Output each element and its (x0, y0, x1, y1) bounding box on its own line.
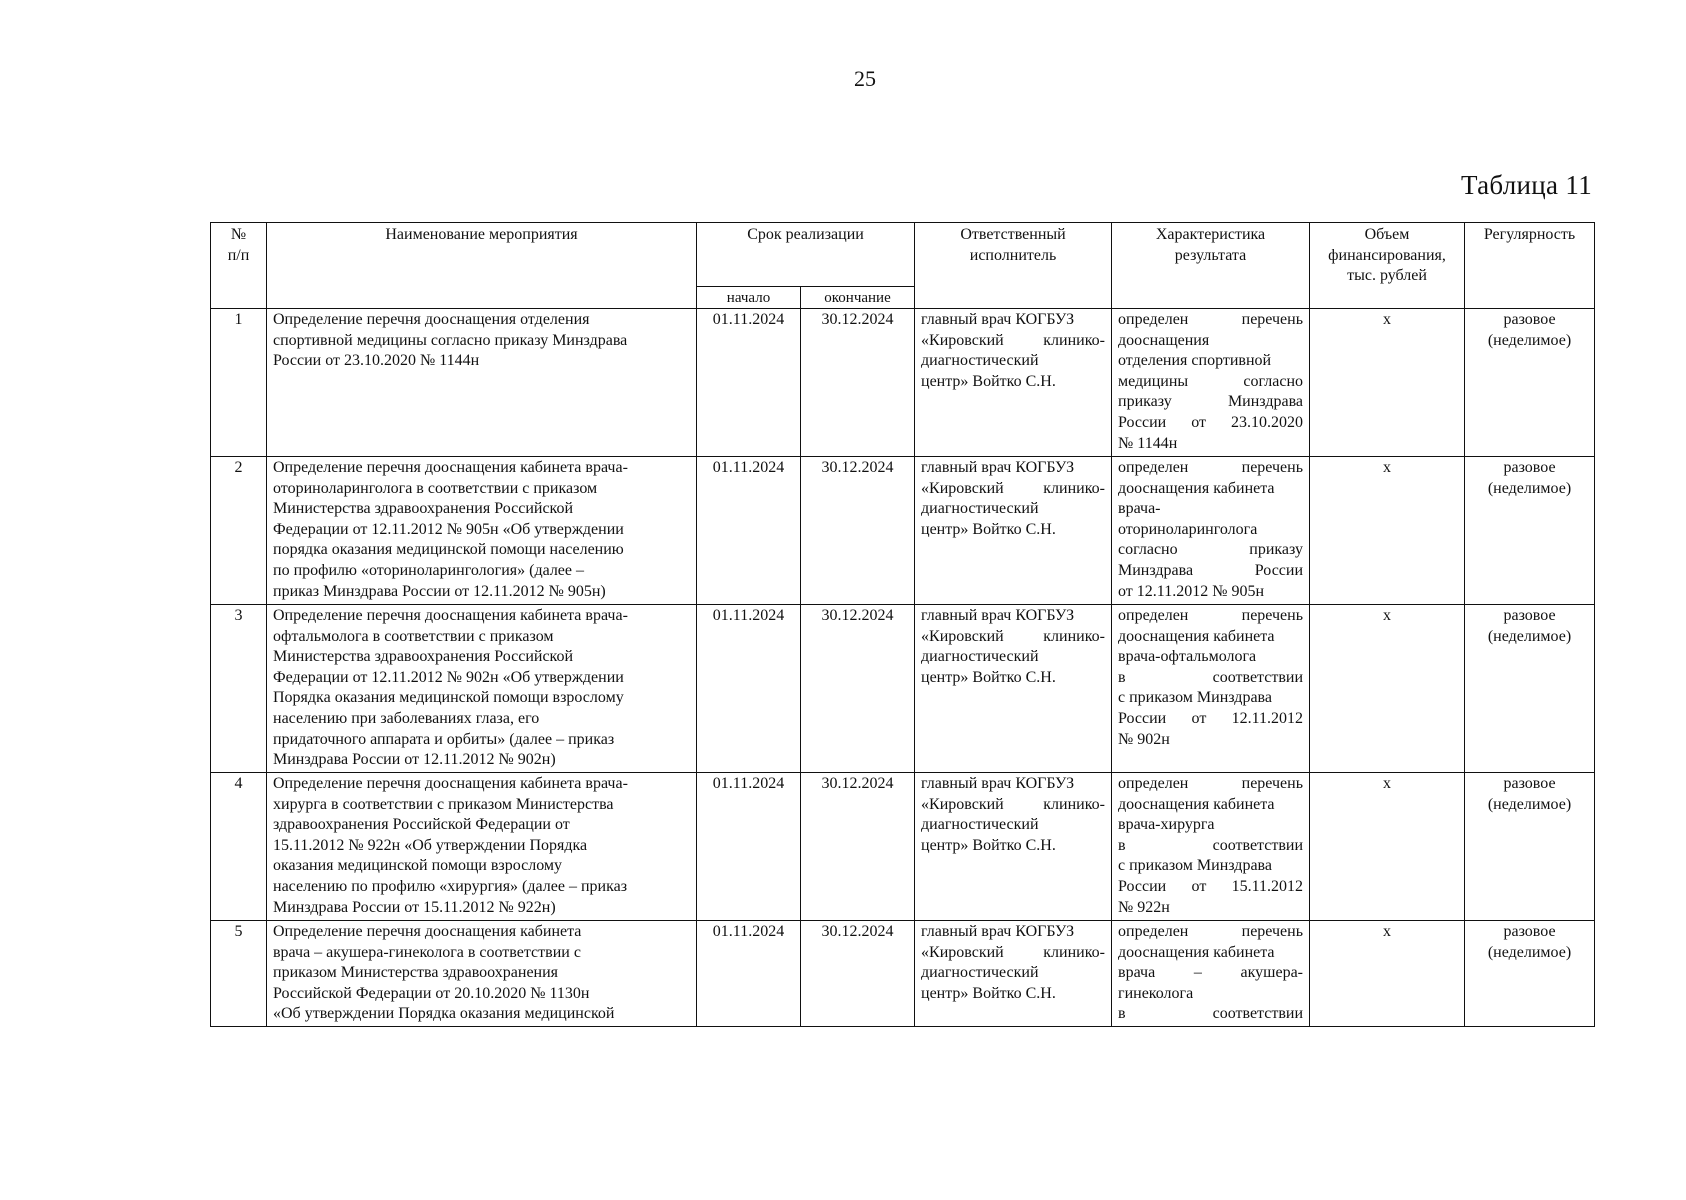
text-line: «Об утверждении Порядка оказания медицинской (273, 1005, 615, 1023)
text-line: Определение перечня дооснащения кабинета (273, 923, 582, 940)
text-line: Минздрава России от 15.11.2012 № 922н) (273, 898, 556, 916)
text-line: «Кировский клинико- (921, 627, 1106, 645)
text-line: Министерства здравоохранения Российской (273, 500, 574, 518)
table-row (211, 921, 1595, 1027)
text-line: медицины согласно (1118, 372, 1304, 390)
text-line: от 12.11.2012 № 905н (1118, 582, 1265, 600)
text-line: Определение перечня дооснащения отделения (273, 311, 590, 328)
text-line: (неделимое) (1487, 627, 1572, 645)
row-num: 1 (211, 309, 267, 457)
text-line: «Кировский клинико- (921, 331, 1106, 349)
text-line: главный врач КОГБУЗ (921, 775, 1075, 792)
text-line: с приказом Минздрава (1118, 857, 1272, 875)
text-line: порядка оказания медицинской помощи населению (273, 541, 624, 559)
text-line: главный врач КОГБУЗ (921, 311, 1075, 328)
text-line: России от 23.10.2020 № 1144н (273, 352, 480, 370)
text-line: главный врач КОГБУЗ (921, 607, 1075, 624)
text-line: спортивной медицины согласно приказу Минздрава (273, 331, 628, 349)
text-line: населению по профилю «хирургия» (далее – приказ (273, 877, 628, 895)
text-line: согласно приказу (1118, 541, 1304, 559)
text-line: диагностический (921, 500, 1039, 518)
header-funding-line: тыс. рублей (1347, 267, 1427, 285)
header-funding (1310, 223, 1465, 309)
text-line: разовое (1503, 311, 1556, 328)
text-line: отделения спортивной (1118, 352, 1272, 370)
text-line: Российской Федерации от 20.10.2020 № 1130н (273, 984, 590, 1002)
text-line: России от 15.11.2012 (1118, 877, 1304, 895)
text-line: врача-офтальмолога (1118, 648, 1257, 666)
row-name (267, 309, 697, 457)
text-line: приказ Минздрава России от 12.11.2012 № 905н) (273, 582, 606, 600)
header-executor-line: Ответственный (960, 226, 1066, 243)
text-line: приказом Министерства здравоохранения (273, 964, 559, 982)
text-line: (неделимое) (1487, 795, 1572, 813)
text-line: № 922н (1118, 898, 1170, 916)
table-row (211, 773, 1595, 921)
text-line: (неделимое) (1487, 479, 1572, 497)
text-line: по профилю «оториноларингология» (далее – (273, 561, 585, 579)
row-result (1112, 921, 1310, 1027)
table-row (211, 605, 1595, 773)
text-line: (неделимое) (1487, 331, 1572, 349)
text-line: (неделимое) (1487, 943, 1572, 961)
row-funding: х (1310, 773, 1465, 921)
text-line: № 902н (1118, 730, 1170, 748)
row-num: 2 (211, 457, 267, 605)
row-name (267, 605, 697, 773)
header-result-line: Характеристика (1155, 226, 1266, 243)
header-funding-line: финансирования, (1328, 246, 1446, 264)
text-line: определен перечень (1118, 923, 1304, 940)
row-result (1112, 309, 1310, 457)
row-executor (915, 605, 1112, 773)
text-line: оториноларинголога (1118, 520, 1258, 538)
header-name: Наименование мероприятия (267, 223, 697, 309)
table-row (211, 309, 1595, 457)
row-regularity (1465, 921, 1595, 1027)
row-start: 01.11.2024 (697, 605, 801, 773)
text-line: придаточного аппарата и орбиты» (далее – приказ (273, 730, 615, 748)
page-number: 25 (854, 66, 876, 91)
header-result (1112, 223, 1310, 309)
text-line: Порядка оказания медицинской помощи взрослому (273, 689, 624, 707)
row-regularity (1465, 457, 1595, 605)
header-period-end: окончание (801, 287, 915, 309)
text-line: врача-хирурга (1118, 816, 1215, 834)
text-line: центр» Войтко С.Н. (921, 520, 1056, 538)
text-line: центр» Войтко С.Н. (921, 668, 1056, 686)
row-result (1112, 457, 1310, 605)
row-name (267, 457, 697, 605)
header-num (211, 223, 267, 309)
text-line: хирурга в соответствии с приказом Министерства (273, 795, 614, 813)
header-result-line: результата (1174, 246, 1247, 264)
text-line: Определение перечня дооснащения кабинета врача- (273, 607, 628, 624)
row-num: 3 (211, 605, 267, 773)
text-line: центр» Войтко С.Н. (921, 836, 1056, 854)
row-end: 30.12.2024 (801, 457, 915, 605)
text-line: Определение перечня дооснащения кабинета врача- (273, 775, 628, 792)
events-table (210, 222, 1595, 1027)
text-line: в соответствии (1118, 836, 1304, 854)
text-line: Минздрава России от 12.11.2012 № 902н) (273, 751, 556, 769)
text-line: центр» Войтко С.Н. (921, 372, 1056, 390)
row-funding: х (1310, 457, 1465, 605)
row-result (1112, 773, 1310, 921)
row-funding: х (1310, 605, 1465, 773)
text-line: «Кировский клинико- (921, 943, 1106, 961)
text-line: Определение перечня дооснащения кабинета врача- (273, 459, 628, 476)
text-line: офтальмолога в соответствии с приказом (273, 627, 554, 645)
text-line: диагностический (921, 964, 1039, 982)
row-end: 30.12.2024 (801, 773, 915, 921)
row-name (267, 773, 697, 921)
header-num-line: п/п (227, 246, 250, 264)
row-executor (915, 921, 1112, 1027)
text-line: определен перечень (1118, 311, 1304, 328)
text-line: дооснащения кабинета (1118, 627, 1275, 645)
text-line: разовое (1503, 607, 1556, 624)
row-result (1112, 605, 1310, 773)
text-line: диагностический (921, 816, 1039, 834)
row-num: 4 (211, 773, 267, 921)
text-line: приказу Минздрава (1118, 393, 1304, 411)
text-line: гинеколога (1118, 984, 1194, 1002)
text-line: в соответствии (1118, 1005, 1304, 1023)
row-funding: х (1310, 921, 1465, 1027)
text-line: определен перечень (1118, 607, 1304, 624)
text-line: центр» Войтко С.Н. (921, 984, 1056, 1002)
row-end: 30.12.2024 (801, 605, 915, 773)
row-start: 01.11.2024 (697, 773, 801, 921)
text-line: здравоохранения Российской Федерации от (273, 816, 570, 834)
row-executor (915, 457, 1112, 605)
text-line: дооснащения (1118, 331, 1210, 349)
text-line: определен перечень (1118, 775, 1304, 792)
text-line: России от 23.10.2020 (1118, 413, 1304, 431)
row-start: 01.11.2024 (697, 309, 801, 457)
text-line: главный врач КОГБУЗ (921, 459, 1075, 476)
text-line: 15.11.2012 № 922н «Об утверждении Порядка (273, 836, 588, 854)
text-line: «Кировский клинико- (921, 479, 1106, 497)
text-line: Министерства здравоохранения Российской (273, 648, 574, 666)
text-line: дооснащения кабинета (1118, 943, 1275, 961)
row-num: 5 (211, 921, 267, 1027)
text-line: диагностический (921, 352, 1039, 370)
header-executor-line: исполнитель (969, 246, 1057, 264)
text-line: № 1144н (1118, 434, 1178, 452)
row-regularity (1465, 605, 1595, 773)
text-line: разовое (1503, 775, 1556, 792)
row-funding: х (1310, 309, 1465, 457)
text-line: «Кировский клинико- (921, 795, 1106, 813)
row-end: 30.12.2024 (801, 309, 915, 457)
row-start: 01.11.2024 (697, 457, 801, 605)
text-line: врача- (1118, 500, 1161, 518)
table-caption: Таблица 11 (1461, 170, 1592, 200)
text-line: врача – акушера-гинеколога в соответствии с (273, 943, 581, 961)
text-line: Минздрава России (1118, 561, 1304, 579)
text-line: дооснащения кабинета (1118, 479, 1275, 497)
row-executor (915, 773, 1112, 921)
row-end: 30.12.2024 (801, 921, 915, 1027)
text-line: России от 12.11.2012 (1118, 709, 1304, 727)
text-line: в соответствии (1118, 668, 1304, 686)
text-line: дооснащения кабинета (1118, 795, 1275, 813)
header-executor (915, 223, 1112, 309)
row-regularity (1465, 773, 1595, 921)
table-row (211, 457, 1595, 605)
row-executor (915, 309, 1112, 457)
header-num-line: № (230, 226, 247, 243)
header-funding-line: Объем (1364, 226, 1410, 243)
text-line: главный врач КОГБУЗ (921, 923, 1075, 940)
text-line: оказания медицинской помощи взрослому (273, 857, 563, 875)
text-line: населению при заболеваниях глаза, его (273, 709, 540, 727)
row-start: 01.11.2024 (697, 921, 801, 1027)
text-line: диагностический (921, 648, 1039, 666)
text-line: оториноларинголога в соответствии с приказом (273, 479, 598, 497)
text-line: с приказом Минздрава (1118, 689, 1272, 707)
text-line: разовое (1503, 923, 1556, 940)
text-line: Федерации от 12.11.2012 № 902н «Об утверждении (273, 668, 624, 686)
header-period-start: начало (697, 287, 801, 309)
text-line: Федерации от 12.11.2012 № 905н «Об утверждении (273, 520, 624, 538)
row-regularity (1465, 309, 1595, 457)
header-regularity: Регулярность (1465, 223, 1595, 309)
row-name (267, 921, 697, 1027)
text-line: разовое (1503, 459, 1556, 476)
text-line: врача – акушера- (1118, 964, 1304, 982)
text-line: определен перечень (1118, 459, 1304, 476)
header-period: Срок реализации (697, 223, 915, 287)
